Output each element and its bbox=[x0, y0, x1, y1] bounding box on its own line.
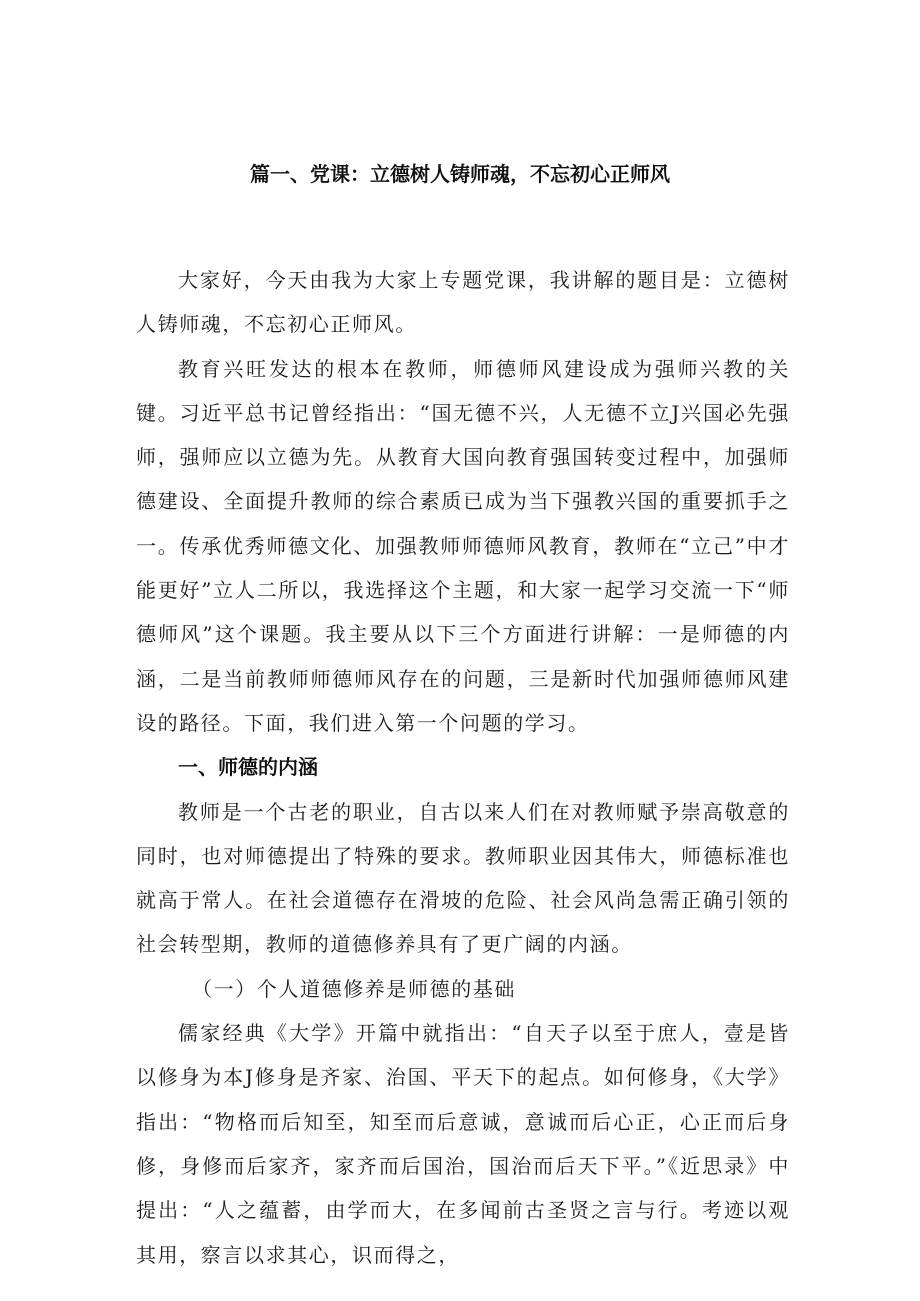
subsection-heading-1: （一）个人道德修养是师德的基础 bbox=[192, 976, 516, 1001]
document-title: 篇一、党课：立德树人铸师魂，不忘初心正师风 bbox=[250, 162, 670, 186]
paragraph-introduction: 教育兴旺发达的根本在教师，师德师风建设成为强师兴教的关键。习近平总书记曾经指出：“国无德不兴，人无德不立J兴国必先强师，强师应以立德为先。从教育大国向教育强国转变过程中，加强师德建设、全面提升教师的综合素质已成为当下强教兴国的重要抓手之一。传承优秀师德文化、加强教师师德师风教育，教师在“立己”中才能更好”立人二所以，我选择这个主题，和大家一起学习交流一下“师德师风”这个课题。我主要从以下三个方面进行讲解：一是师德的内涵，二是当前教师师德师风存在的问题，三是新时代加强师德师风建设的路径。下面，我们进入第一个问题的学习。 bbox=[136, 356, 790, 735]
document-body bbox=[136, 258, 790, 1277]
paragraph-teacher-profession: 教师是一个古老的职业，自古以来人们在对教师赋予崇高敬意的同时，也对师德提出了特殊的要求。教师职业因其伟大，师德标准也就高于常人。在社会道德存在滑坡的危险、社会风尚急需正确引领的社会转型期，教师的道德修养具有了更广阔的内涵。 bbox=[136, 799, 790, 957]
paragraph-greeting: 大家好，今天由我为大家上专题党课，我讲解的题目是：立德树人铸师魂，不忘初心正师风。 bbox=[136, 268, 790, 337]
paragraph-daxue: 儒家经典《大学》开篇中就指出：“自天子以至于庶人，壹是皆以修身为本J修身是齐家、治国、平天下的起点。如何修身，《大学》指出：“物格而后知至，知至而后意诚，意诚而后心正，心正而后身修，身修而后家齐，家齐而后国治，国治而后天下平。”《近思录》中提出：“人之蕴蓄，由学而大，在多闻前古圣贤之言与行。考迹以观其用，察言以求其心，识而得之， bbox=[136, 1021, 790, 1267]
section-heading-1: 一、师德的内涵 bbox=[178, 755, 318, 780]
